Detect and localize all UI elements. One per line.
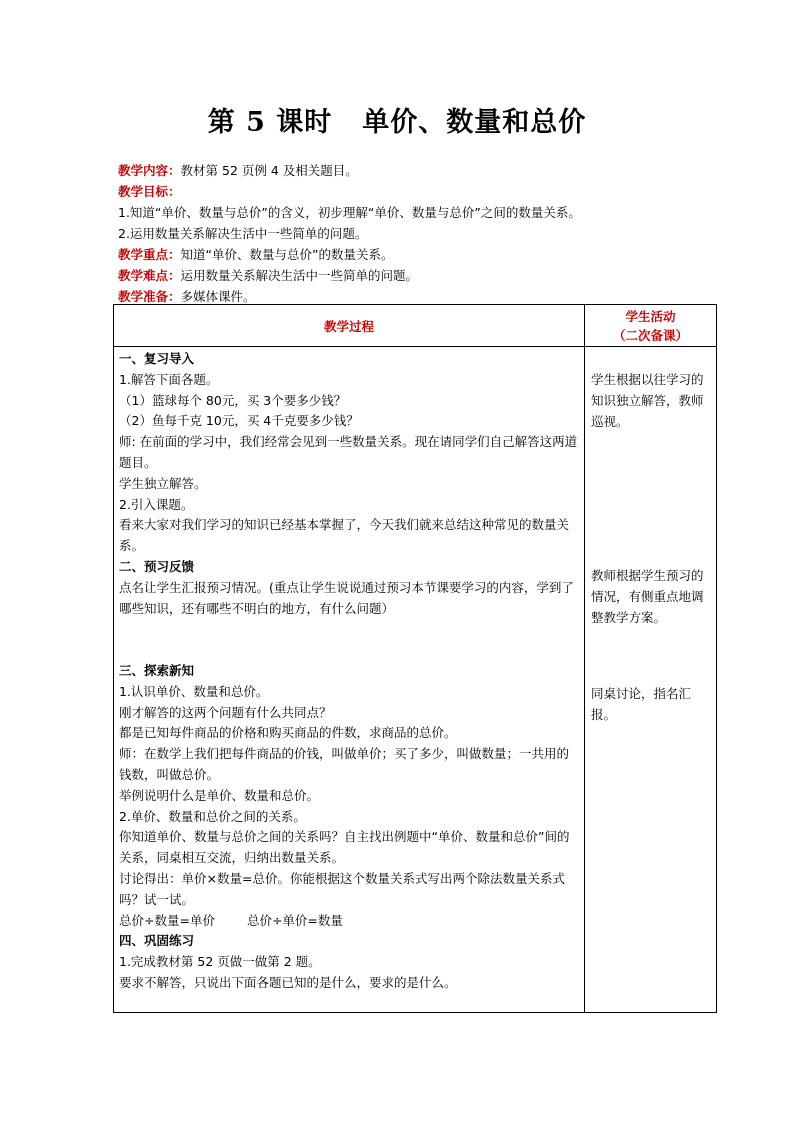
- goal-2: 2.运用数量关系解决生活中一些简单的问题。: [118, 226, 368, 241]
- review-line-1: 1.解答下面各题。: [119, 371, 219, 387]
- activity-note-3: 同桌讨论，指名汇报。: [591, 686, 692, 722]
- table-body-row: [114, 347, 717, 1013]
- activity-note-2: 教师根据学生预习的情况，有侧重点地调整教学方案。: [591, 568, 704, 625]
- section-practice-title: 四、巩固练习: [119, 933, 195, 949]
- preparation-text: 多媒体课件。: [180, 289, 256, 304]
- goals-line: [118, 181, 718, 202]
- goals-label: 教学目标：: [118, 184, 181, 199]
- content-text: 教材第 52 页例 4 及相关题目。: [180, 163, 358, 178]
- formula-unit-price: 总价÷数量=单价: [119, 912, 215, 928]
- section-preview-title: 二、预习反馈: [119, 558, 195, 574]
- section-review-title: 一、复习导入: [119, 351, 195, 366]
- review-line-2: （1）篮球每个 80元，买 3个要多少钱？: [119, 392, 347, 408]
- explore-line-8: 讨论得出：单价×数量=总价。你能根据这个数量关系式写出两个除法数量关系式吗？试一试。: [119, 870, 565, 907]
- practice-line-1: 1.完成教材第 52 页做一做第 2 题。: [119, 954, 321, 970]
- difficulty-text: 运用数量关系解决生活中一些简单的问题。: [180, 268, 419, 283]
- review-line-3: （2）鱼每千克 10元，买 4千克要多少钱？: [119, 413, 359, 429]
- explore-line-5: 举例说明什么是单价、数量和总价。: [119, 787, 320, 803]
- review-line-4: 师: 在前面的学习中，我们经常会见到一些数量关系。现在请同学们自己解答这两道题目。: [119, 434, 578, 470]
- header-student-activity: [585, 305, 717, 347]
- header-teaching-process: 教学过程: [114, 305, 585, 347]
- header-student-activity-line1: 学生活动: [625, 308, 676, 324]
- key-point-text: 知道“单价、数量与总价”的数量关系。: [180, 247, 394, 262]
- table-header-row: [114, 305, 717, 347]
- spacer: [591, 432, 712, 565]
- lesson-meta: [118, 160, 718, 307]
- review-line-5: 学生独立解答。: [119, 475, 207, 491]
- content-label: 教学内容：: [118, 163, 181, 178]
- explore-line-3: 都是已知每件商品的价格和购买商品的件数，求商品的总价。: [119, 725, 457, 741]
- activity-note-1: 学生根据以往学习的知识独立解答，教师巡视。: [591, 372, 704, 429]
- header-student-activity-line2: （二次备课）: [612, 327, 688, 343]
- formula-line: [119, 911, 580, 932]
- teaching-process-cell: [114, 347, 585, 1013]
- lesson-number: 第 5 课时: [207, 107, 333, 138]
- key-point-line: [118, 244, 718, 265]
- lesson-table: [113, 304, 717, 1013]
- content-line: [118, 160, 718, 181]
- goal-1: 1.知道“单价、数量与总价”的含义，初步理解“单价、数量与总价”之间的数量关系。: [118, 205, 581, 220]
- explore-line-4: 师：在数学上我们把每件商品的价钱，叫做单价；买了多少，叫做数量；一共用的钱数，叫做总价。: [119, 746, 570, 782]
- preview-line-1: 点名让学生汇报预习情况。(重点让学生说说通过预习本节课要学习的内容，学到了哪些知识，还有哪些不明白的地方，有什么问题）: [119, 579, 574, 616]
- explore-line-1: 1.认识单价、数量和总价。: [119, 683, 269, 699]
- section-explore-title: 三、探索新知: [119, 662, 195, 678]
- lesson-topic: 单价、数量和总价: [362, 107, 587, 138]
- student-activity-cell: [585, 347, 717, 1013]
- page-title: [0, 100, 794, 139]
- key-point-label: 教学重点：: [118, 247, 181, 262]
- explore-line-6: 2.单价、数量和总价之间的关系。: [119, 808, 306, 824]
- explore-line-2: 刚才解答的这两个问题有什么共同点？: [119, 704, 332, 720]
- review-line-6: 2.引入课题。: [119, 496, 194, 512]
- difficulty-line: [118, 265, 718, 286]
- explore-line-7: 你知道单价、数量与总价之间的关系吗？自主找出例题中“单价、数量和总价”间的关系，同桌相互交流，归纳出数量关系。: [119, 829, 570, 866]
- formula-quantity: 总价÷单价=数量: [246, 912, 343, 928]
- preparation-label: 教学准备：: [118, 289, 181, 304]
- spacer: [591, 628, 712, 683]
- practice-line-2: 要求不解答，只说出下面各题已知的是什么，要求的是什么。: [119, 974, 457, 990]
- review-line-7: 看来大家对我们学习的知识已经基本掌握了，今天我们就来总结这种常见的数量关系。: [119, 517, 570, 554]
- spacer: [119, 619, 580, 661]
- difficulty-label: 教学难点：: [118, 268, 181, 283]
